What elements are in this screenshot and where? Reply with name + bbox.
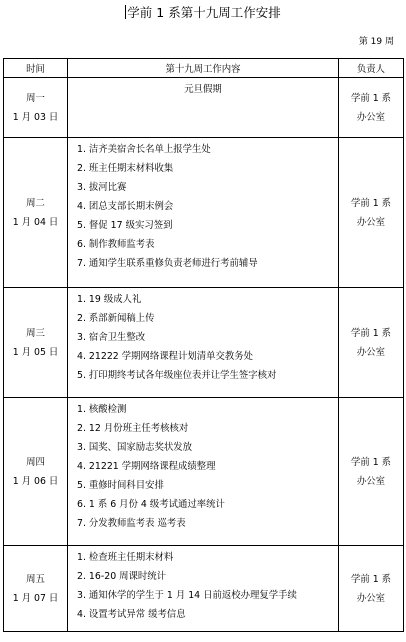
task-item: 3. 宿舍卫生整改: [77, 332, 146, 343]
owner-cell: [339, 138, 404, 288]
task-item: 2. 16-20 周课时统计: [77, 571, 167, 582]
task-item: 1. 检查班主任期末材料: [77, 552, 174, 563]
day-date: 1 月 07 日: [12, 592, 59, 604]
day-name: 周三: [26, 327, 45, 339]
day-name: 周一: [26, 92, 45, 104]
task-item: 1. 核酸检测: [77, 404, 127, 415]
column-header-time: 时间: [4, 59, 68, 78]
owner-office: 办公室: [356, 346, 386, 358]
task-item: 2. 班主任期末材料收集: [77, 163, 174, 174]
task-item: 4. 21221 学期网络课程成绩整理: [77, 461, 216, 472]
task-list: [68, 288, 338, 385]
table-row-monday: [4, 78, 404, 138]
task-item: 3. 拔河比赛: [77, 182, 127, 193]
task-item: 4. 21222 学期网络课程计划清单交教务处: [77, 351, 253, 362]
owner-office: 办公室: [356, 216, 386, 228]
owner-cell: [339, 288, 404, 398]
tasks-cell: [68, 288, 339, 398]
column-header-content: 第十九周工作内容: [68, 59, 339, 78]
task-item: 2. 12 月份班主任考核核对: [77, 423, 189, 434]
task-item: 4. 设置考试异常 缓考信息: [77, 609, 186, 620]
task-item: 4. 团总支部长期末例会: [77, 201, 174, 212]
tasks-cell: [68, 78, 339, 138]
owner-cell: [339, 398, 404, 546]
task-item: 3. 国奖、国家励志奖状发放: [77, 442, 193, 453]
day-name: 周二: [26, 197, 45, 209]
tasks-cell: [68, 138, 339, 288]
task-list: [68, 138, 338, 273]
tasks-cell: [68, 546, 339, 632]
table-row-friday: [4, 546, 404, 632]
owner-dept: 学前 1 系: [350, 197, 392, 209]
table-row-thursday: [4, 398, 404, 546]
task-item: 7. 通知学生联系重修负责老师进行考前辅导: [77, 258, 258, 269]
schedule-table: [3, 58, 404, 632]
table-row-wednesday: [4, 288, 404, 398]
task-item: 5. 重修时间科目安排: [77, 480, 164, 491]
task-item: 1. 19 级成人礼: [77, 294, 142, 305]
owner-office: 办公室: [356, 592, 386, 604]
day-name: 周五: [26, 573, 45, 585]
task-item: 1. 洁齐美宿舍长名单上报学生处: [77, 144, 211, 155]
task-item: 6. 制作教师监考表: [77, 239, 155, 250]
task-list: [68, 398, 338, 533]
day-date: 1 月 04 日: [12, 216, 59, 228]
day-date: 1 月 06 日: [12, 475, 59, 487]
owner-dept: 学前 1 系: [350, 456, 392, 468]
owner-cell: [339, 78, 404, 138]
holiday-note: 元旦假期: [184, 84, 222, 95]
day-cell: [4, 78, 68, 138]
table-header-row: [4, 59, 404, 78]
task-item: 6. 1 系 6 月份 4 级考试通过率统计: [77, 499, 225, 510]
owner-dept: 学前 1 系: [350, 327, 392, 339]
task-item: 5. 督促 17 级实习签到: [77, 220, 173, 231]
day-cell: [4, 546, 68, 632]
owner-office: 办公室: [356, 111, 386, 123]
table-row-tuesday: [4, 138, 404, 288]
page-title: [0, 4, 406, 22]
day-date: 1 月 03 日: [12, 111, 59, 123]
task-item: 3. 通知休学的学生于 1 月 14 日前返校办理复学手续: [77, 590, 297, 601]
day-cell: [4, 398, 68, 546]
page-title-text: 学前 1 系第十九周工作安排: [127, 5, 281, 20]
task-list: [68, 546, 338, 624]
tasks-cell: [68, 398, 339, 546]
owner-dept: 学前 1 系: [350, 92, 392, 104]
owner-cell: [339, 546, 404, 632]
day-cell: [4, 138, 68, 288]
owner-office: 办公室: [356, 475, 386, 487]
day-date: 1 月 05 日: [12, 346, 59, 358]
task-item: 2. 系部新闻稿上传: [77, 313, 155, 324]
day-name: 周四: [26, 456, 45, 468]
owner-dept: 学前 1 系: [350, 573, 392, 585]
day-cell: [4, 288, 68, 398]
task-item: 5. 打印期终考试各年级座位表并让学生签字核对: [77, 370, 277, 381]
task-item: 7. 分发教师监考表 巡考表: [77, 518, 186, 529]
column-header-owner: 负责人: [339, 59, 404, 78]
week-number: 第 19 周: [358, 37, 394, 47]
